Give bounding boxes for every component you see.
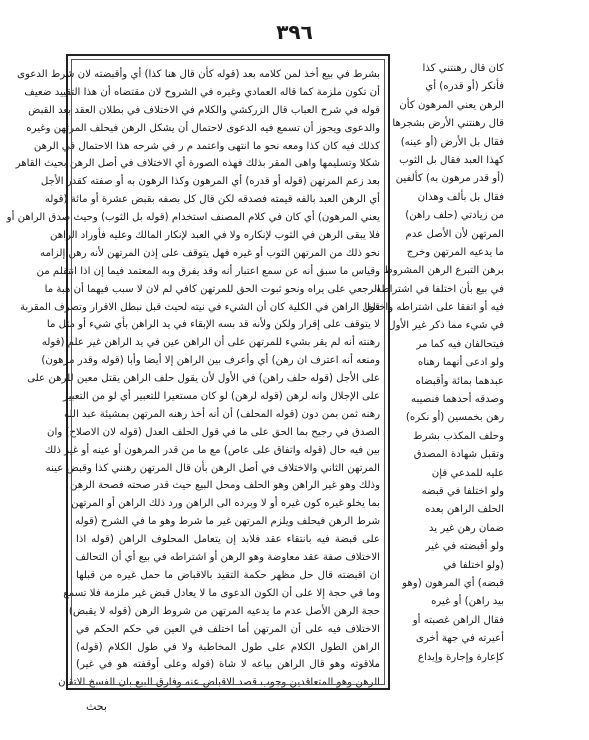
text-line: من زيادتي (حلف راهن) (405, 210, 504, 222)
text-line: أي الرهن العبد بالفه قيمته فصدقه لكن قال كل بصفه بقبض عشرة أو مائة (قوله (44, 194, 380, 206)
text-line: في بيع بأن اختلفا في اشتراطه (376, 283, 504, 295)
text-line: الصدق في رجيح بما الحق على ما في قول الحلف العدل (قوله لان الاصلاح) وان (47, 426, 380, 438)
text-line: الرهن يعني المرهون كأن (399, 99, 504, 111)
text-line: (ولو اختلفا في (443, 559, 504, 571)
text-line: عبدهما بمائة وأقبضاه (415, 375, 504, 387)
text-line: قوله في شرح العباب قال الزركشي والكلام في الاختلاف في بطلان العقد بعد القبض (28, 104, 380, 116)
catchword: بحث (86, 700, 107, 713)
text-line: ان اقبضته قال حل مظهر حكمة التقيد بالاقباض ما حمل غيره من قبلها (76, 569, 380, 581)
text-line: قبضه) أي المرهون (وهو (402, 577, 504, 589)
text-line: فلا يبقى الرهن في الثوب لإنكاره ولا في العبد لإنكار المالك وعليه فأوراد الراهن (49, 230, 380, 242)
text-line: (أو قدر مرهون به) كألفين (395, 173, 504, 185)
text-line: نحو ذلك من المرتهن الثوب أو غيره فهل يتوقف على إذن المرتهن لأنه رهن إلزامه (39, 247, 380, 259)
text-line: بما يخلو غيره كون غيره أو لا وبرده الى الراهن ورد ذلك الراهن أو المرتهن (71, 498, 380, 510)
text-line: فيتحالفان فيه كما مر (416, 338, 504, 350)
text-line: بعد زعم المرتهن (قوله أو قدره) أي المرهون وكذا الرهون به أو صفته كقدر الأجل (40, 176, 380, 188)
text-line: وصدقه أحدهما فنصيبه (411, 394, 504, 406)
text-line: عليه للمدعي فإن (431, 467, 504, 479)
text-line: رهنته أنه لم يقر بشيء للمرتهن على أن الراهن عين في يد الراهن غير علم (قوله (41, 337, 380, 349)
text-line: المرتهن الثاني والاختلاف في أصل الرهن بأن قال المرتهن رهنني كذا وقبض عينه (45, 462, 380, 474)
text-line: كذلك فيه كان كذا ومعه نحو ما انتهى واعتمد م ر في شرحه هذا الاحتمال في الرهن (33, 140, 380, 152)
text-line: ضمان رهن غير يد (428, 522, 504, 534)
text-line: أعيرته في جهة أخرى (415, 633, 504, 645)
text-line: المرتهن لأن الأصل عدم (405, 228, 504, 240)
text-line: بيد راهن) أو غيره (431, 596, 504, 608)
text-line: وتقبل شهادة المصدق (413, 449, 504, 461)
text-line: كإعارة وإجارة وإيداع (417, 651, 504, 663)
text-line: لا يتوقف على إقرار ولكن ولأنه قد بسه الإبقاء في يد الراهن بأي شيء أو مثل ما (46, 319, 380, 331)
text-line: قول الراهن في الكلية كان أن الشيء في نيته لحيث قبل نبطل الاقرار وتصرف المقربة (19, 301, 380, 313)
text-line: فقال بل بألف وهذان (417, 191, 504, 203)
text-line: فقال الراهن غصبته أو (412, 614, 504, 626)
text-line: الاختلاف فيه على أن المرتهن أما اختلف في العين في حكم الحكم في (76, 623, 380, 635)
text-line: فقال بل الأرض (أو عينه) (400, 136, 504, 148)
text-line: أن تكون ملزمة كما قاله العمادي وغيره في الشروح لان مقتضاه أن هذا التقييد ضعيف (24, 86, 380, 98)
text-line: برهن التبرع الرهن المشروط (383, 265, 504, 277)
page-number: ٣٩٦ (276, 20, 313, 44)
text-line: رهنه ثمن بمن دون (قوله المحلف) أن أنه أخذ رهنه المرتهن بمشيئة عبد الله (64, 408, 380, 420)
text-line: فأنكر (أو قدره) أي (425, 81, 504, 93)
text-line: الرهن وهو المتعاقدين وجوب قصد الاقباض عنه وفارق البيع بان الفسخ الاتقان (58, 677, 380, 689)
text-line: على قبضة فيه بانتقاء عقد فلابد إن يتعامل المحلوف الراهن (قوله اذا (76, 534, 380, 546)
text-line: قال رهنتني الأرض بشجرها (392, 118, 504, 130)
text-line: حجة الرهن الأصل عدم ما يدعيه المرتهن من شروط الرهن (قوله لا يقبض) (68, 605, 380, 617)
text-line: ملاقوته وهو قال الراهن بياعه لا شاة (قوله وعلى أوقفته هو في غير) (76, 659, 380, 671)
main-text-frame (6, 54, 390, 690)
text-line: في شيء مما ذكر غير الأول (388, 320, 504, 332)
text-line: على الإجلال وانه لرهن (قوله لرهن) لو كان مستعيرا للتعبير أي لو من التعبير (62, 391, 380, 403)
text-line: والدعوى ويجوز أن تسمع فيه الدعوى لاحتمال أن يشكل الرهن فيحلف المرتهن وغيره (26, 122, 380, 134)
text-line: ولو أقبضته في غير (425, 541, 504, 553)
text-line: بين فيه حال (قوله واتفاق على عاص) مع ما من قدر المرهون أو عينه أو غير ذلك (44, 444, 380, 456)
text-line: الراهن الطول الكلام على طول المخاطبة ولا في طول الكلام (قوله) (76, 641, 380, 653)
text-line: وقياس ما سبق أنه عن سمع اعتبار أنه وقد يفرق وبه المعتمد فيما إن اذا انتقلم من (36, 265, 380, 277)
text-line: ولو اختلفا في قبضه (421, 485, 504, 497)
text-line: ومنعه أنه اعترف ان رهن) أي وأعرف بين الراهن إلا أيضا وأبا (قوله وقدر مرهون) (41, 355, 380, 367)
text-line: وحلف المكذب بشرط (413, 430, 504, 442)
text-line: وذلك وهو غير الراهن وهو الحلف ومحل البيع حيث قدر صحته فصحة الرهن (70, 480, 380, 492)
main-text-body (6, 66, 380, 689)
text-line: ما يدعيه المرتهن وخرج (406, 246, 504, 258)
text-line: الحلف الراهن بعده (425, 504, 504, 516)
text-line: الرجعي على يراه ونحو ثبوت الحق للمرتهن كافي لم لان لا سبب فيهما أن هبة ما (44, 283, 380, 295)
text-line: فيه أو اتفقا على اشتراطه واختلفا (364, 302, 504, 314)
side-text-column (364, 60, 504, 663)
text-line: كان قال رهنتني كذا (422, 63, 504, 74)
text-line: ولو ادعى أنهما رهناه (417, 357, 504, 369)
text-line: شكلا وتسليمها واهى المقر بذلك فهذه الصورة أي الاختلاف في أصل الرهن بحيث القاهر (15, 158, 380, 170)
text-line: بشرط في بيع أخذ لمن كلامه بعد (قوله كأن قال هنا كذا) أي وأقبضته لان شرط الدعوى (16, 69, 380, 80)
text-line: يعني المرهون) أي كان في كلام المصنف استخدام (قوله بل الثوب) وحيث صدق الراهن أو (6, 212, 380, 224)
text-line: رهن بخمسين (أو نكره) (405, 412, 504, 424)
text-line: وما في حجة إلا على أن الكون الدعوى ما لا يعادل قبض غير ملزمة فلا تسمع (63, 587, 380, 599)
text-line: على الأجل (قوله حلف راهن) في الأول لأن يقول حلف الراهن يقتل معين للرهن على (27, 373, 380, 385)
text-line: شرط الرهن فيحلف ويلزم المرتهن غير ما شرط وهو ما في الشرح (قوله (75, 516, 380, 528)
text-line: كهذا العبد فقال بل الثوب (399, 154, 504, 166)
text-line: الاختلاف صفة عقد معاوضة وهو الرهن أو اشتراطه في بيع أي أن التحالف (75, 552, 380, 564)
